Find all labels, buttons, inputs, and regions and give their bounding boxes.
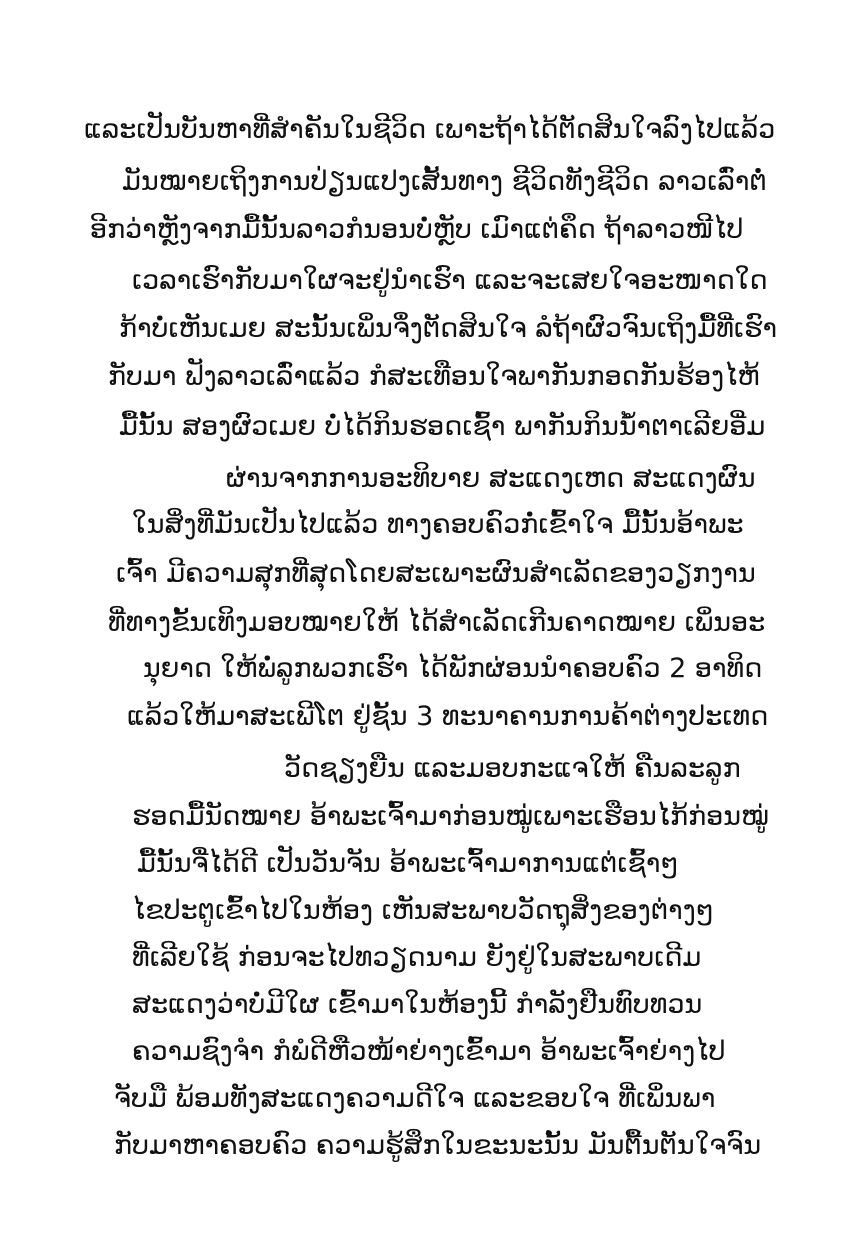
text-line-21: ຈັບມື ພ້ອມທັງສະແດງຄວາມດີໃຈ ແລະຂອບໃຈ ທີ່ເພິ່ນພາ	[114, 1083, 716, 1114]
text-line-18: ທີ່ເລີຍໃຊ້ ກ່ອນຈະໄປທວຽດນາມ ຍັງຢູ່ໃນສະພາບເດີມ	[132, 942, 702, 973]
text-line-17: ໄຂປະຕູເຂົ້າໄປໃນຫ້ອງ ເຫັນສະພາບວັດຖຸສິ່ງຂອງຕ່າງໆ	[132, 895, 714, 926]
text-line-16: ມື້ນັ້ນຈື່ໄດ້ດີ ເປັນວັນຈັນ ອ້າພະເຈົ້າມາການແຕ່ເຊົ້າໆ	[137, 848, 679, 879]
text-line-15: ຮອດມື້ນັດໝາຍ ອ້າພະເຈົ້າມາກ່ອນໝູ່ເພາະເຮືອນໄກ້ກ່ອນໝູ່	[132, 801, 769, 832]
text-line-6: ກັບມາ ຟັງລາວເລົ່າແລ້ວ ກໍສະເທືອນໃຈພາກັນກອດກັນຮ້ອງໄຫ້	[108, 361, 760, 392]
text-line-11: ທີ່ທາງຂັ້ນເທິງມອບໝາຍໃຫ້ ໄດ້ສຳເລັດເກີນຄາດໝາຍ ເພິ່ນອະ	[108, 607, 766, 638]
text-line-20: ຄວາມຊົງຈຳ ກໍພໍດີຫືວໜ້າຍ່າງເຂົ້າມາ ອ້າພະເຈົ້າຍ່າງໄປ	[132, 1036, 726, 1067]
text-line-22: ກັບມາຫາຄອບຄົວ ຄວາມຮູ້ສຶກໃນຂະນະນັ້ນ ມັນຕື້ນຕັນໃຈຈົນ	[114, 1130, 762, 1161]
text-line-14: ວັດຊຽງຍືນ ແລະມອບກະແຈໃຫ້ ຄືນລະລູກ	[284, 753, 741, 784]
text-line-2: ມັນໝາຍເຖິງການປ່ຽນແປງເສັ້ນທາງ ຊີວິດທັງຊີວິດ ລາວເລົ່າຕໍ່	[122, 166, 767, 197]
text-line-8: ຜ່ານຈາກການອະທິບາຍ ສະແດງເຫດ ສະແດງຜົນ	[226, 463, 756, 494]
text-line-7: ມື້ນັ້ນ ສອງຜົວເມຍ ບໍ່ໄດ້ກິນຮອດເຊົ້າ ພາກັນກິນນ້ຳຕາເລີຍອີ່ມ	[119, 411, 766, 442]
text-line-4: ເວລາເຮົາກັບມາໃຜຈະຢູ່ນຳເຮົາ ແລະຈະເສຍໃຈອະໜາດໃດ	[132, 265, 768, 296]
text-line-19: ສະແດງວ່າບໍ່ມີໃຜ ເຂົ້າມາໃນຫ້ອງນີ້ ກຳລັງຢືນທົບທວນ	[132, 989, 703, 1020]
text-line-9: ໃນສິ່ງທີ່ມັນເປັນໄປແລ້ວ ທາງຄອບຄົວກໍ່ເຂົ້າໃຈ ມື້ນັ້ນອ້າພະ	[132, 509, 744, 540]
text-line-3: ອີກວ່າຫຼັງຈາກມື້ນັ້ນລາວກໍນອນບໍ່ຫຼັບ ເມົາແຕ່ຄຶດ ຖ້າລາວໜີໄປ	[90, 214, 744, 245]
text-line-13: ແລ້ວໃຫ້ມາສະເພີໂຕ ຢູ່ຊັ້ນ 3 ທະນາຄານການຄ້າຕ່າງປະເທດ	[127, 701, 769, 732]
text-line-10: ເຈົ້າ ມີຄວາມສຸກທີ່ສຸດໂດຍສະເພາະຜົນສຳເລັດຂອງວຽກງານ	[116, 558, 756, 589]
text-line-1: ແລະເປັນບັນຫາທີ່ສຳຄັນໃນຊີວິດ ເພາະຖ້າໄດ້ຕັດສິນໃຈລົງໄປແລ້ວ	[84, 114, 776, 145]
text-line-5: ກ້າບໍ່ເຫັນເມຍ ສະນັ້ນເພິ່ນຈຶ່ງຕັດສິນໃຈ ລໍຖ້າຜົວຈົນເຖິງມື້ທີ່ເຮົາ	[119, 313, 778, 344]
text-line-12: ນຸຍາດ ໃຫ້ພໍ່ລູກພວກເຮົາ ໄດ້ພັກຜ່ອນນຳຄອບຄົວ 2 ອາທິດ	[143, 653, 763, 684]
